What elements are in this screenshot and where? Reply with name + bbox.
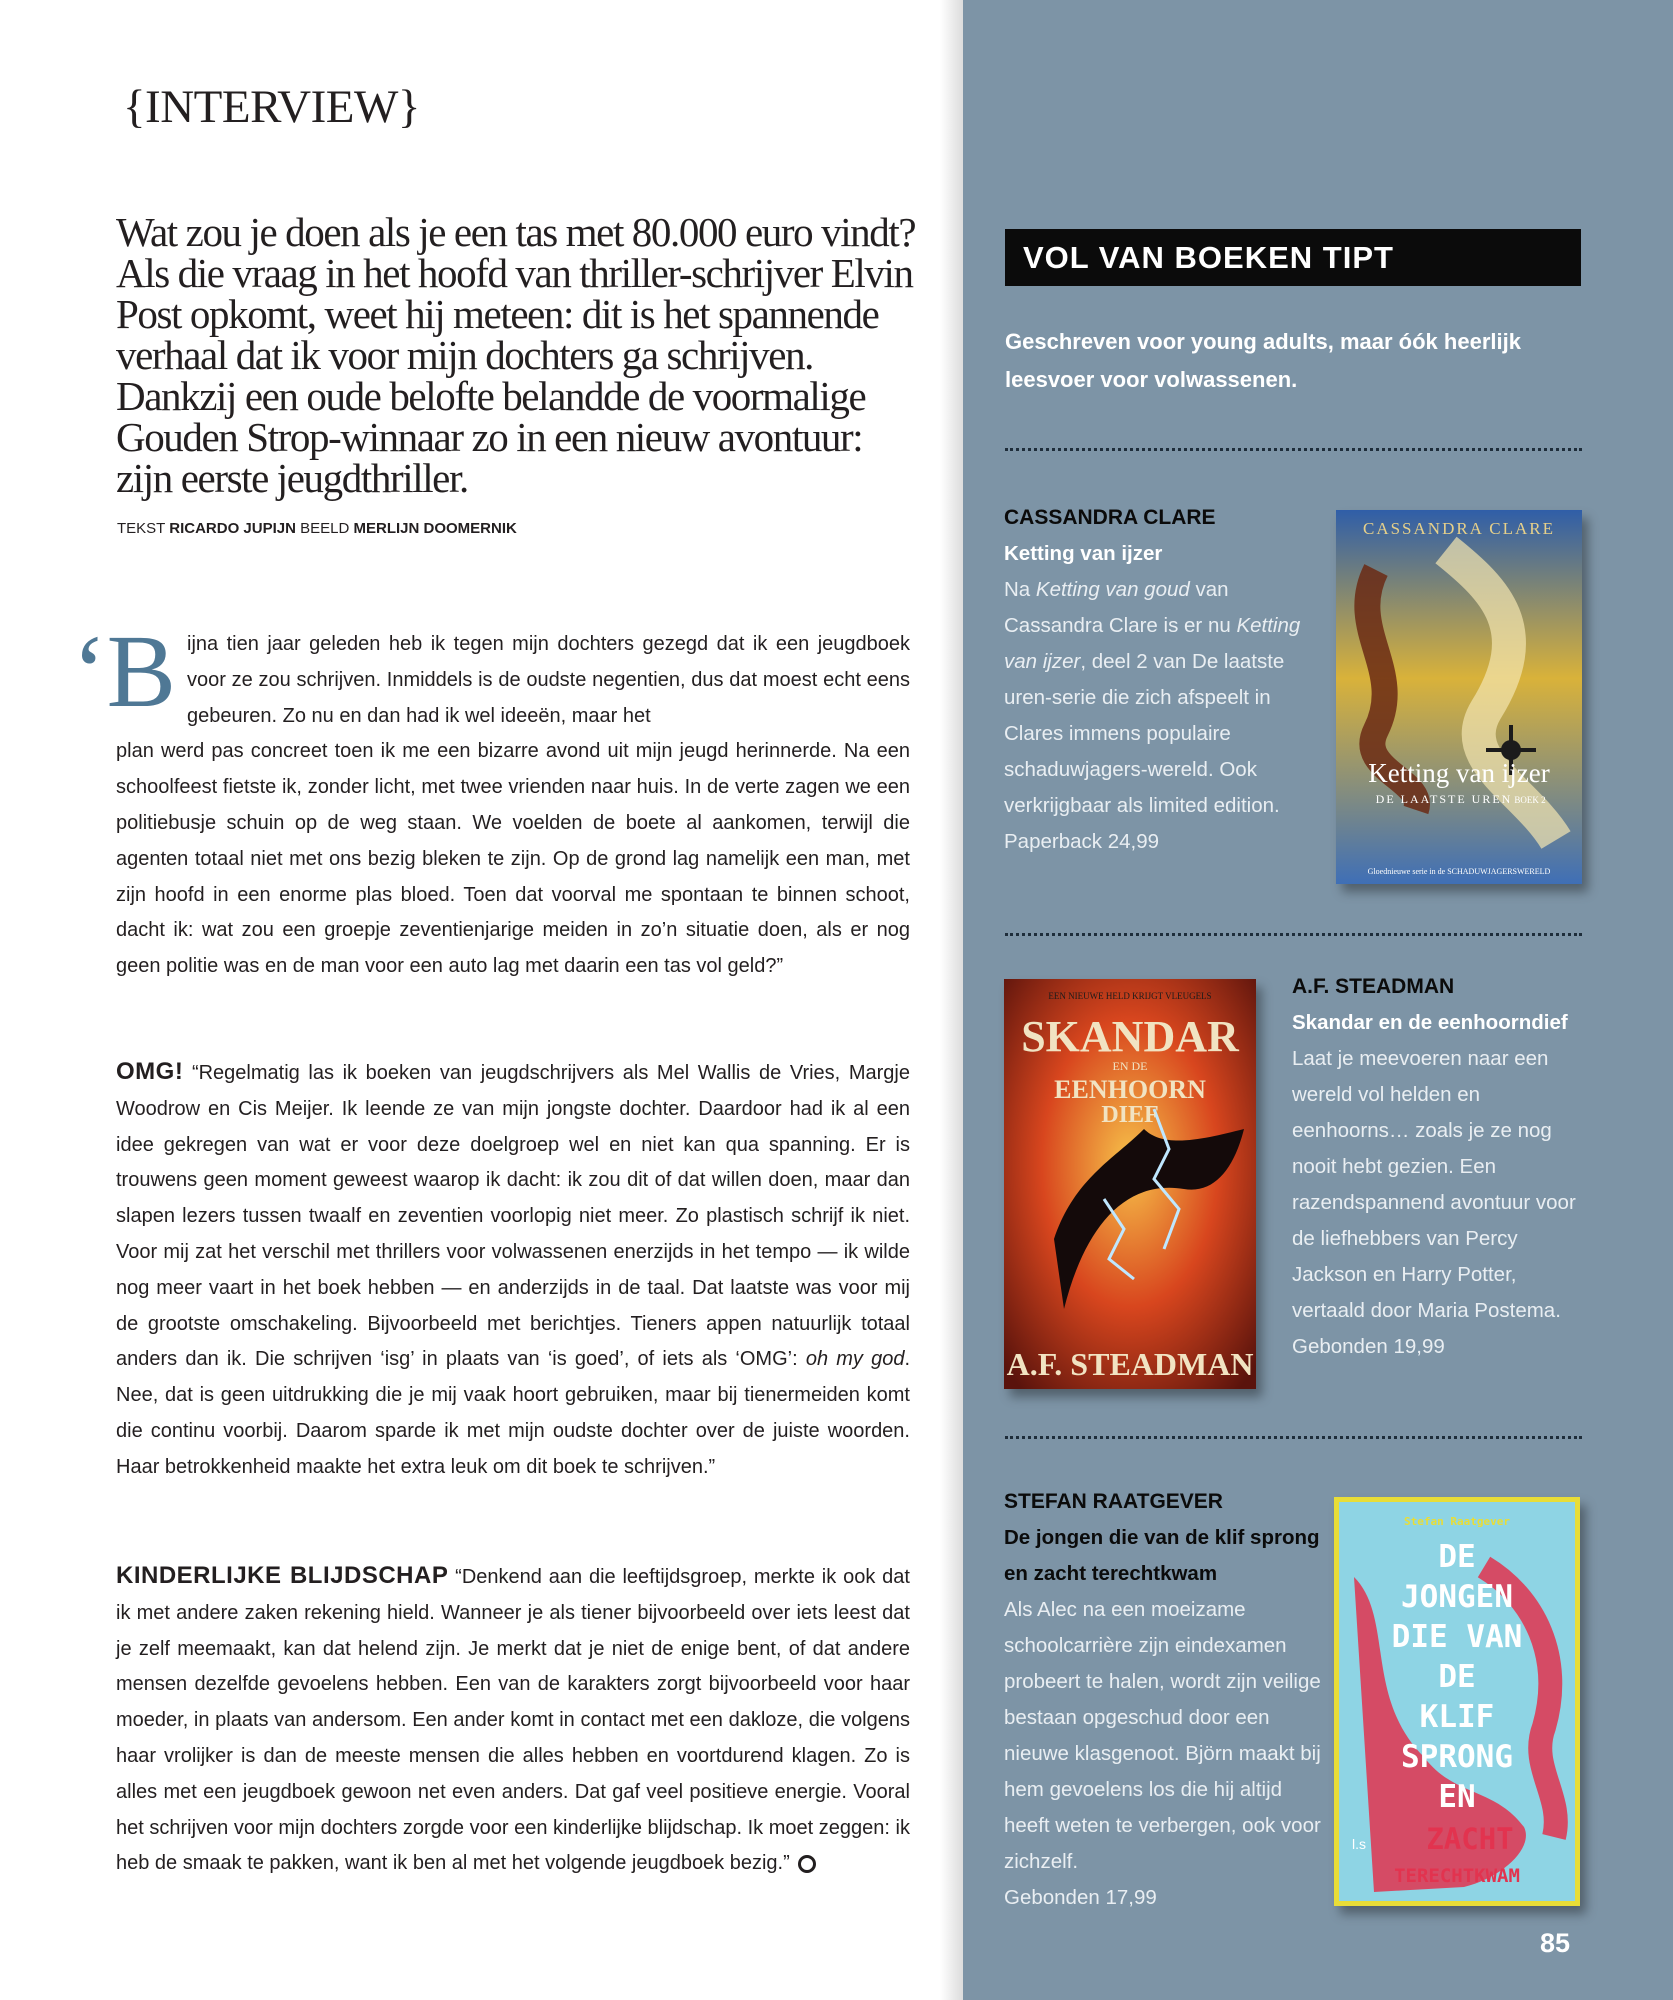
- cover-line-2: JONGEN: [1401, 1579, 1513, 1615]
- book-description: Als Alec na een moeizame schoolcarrière zijn eindexamen probeert te halen, wordt zijn veilige bestaan opgeschud door een nieuwe klasgenoot. Björn maakt bij hem gevoelens los die hij altijd heeft weten te verbergen, ook voor zichzelf.: [1004, 1598, 1321, 1873]
- cover-book-number: BOEK 2: [1514, 795, 1546, 805]
- credits-image-name: MERLIJN DOOMERNIK: [353, 520, 517, 537]
- subhead-omg: OMG!: [116, 1058, 184, 1085]
- credits-line: [117, 520, 517, 537]
- cover-title: Ketting van ijzer: [1368, 758, 1550, 788]
- book-description: Laat je meevoeren naar een wereld vol helden en eenhoorns… zoals je ze nog nooit hebt gezien. Een razendspannend avontuur voor de liefhebbers van Percy Jackson en Harry Potter, vertaald door Maria Postema. Gebonden 19,99: [1292, 1047, 1576, 1358]
- cover-title-skandar: SKANDAR: [1021, 1012, 1239, 1061]
- book-title: Skandar en de eenhoorndief: [1292, 1011, 1568, 1034]
- book-entry-steadman: [1292, 969, 1592, 1365]
- cover-author: CASSANDRA CLARE: [1362, 519, 1556, 538]
- credits-text-label: TEKST: [117, 520, 166, 537]
- cover-author: A.F. STEADMAN: [1006, 1346, 1254, 1382]
- end-mark-icon: [798, 1855, 816, 1873]
- book-entry-raatgever: [1004, 1484, 1326, 1916]
- cover-title-eenhoorn: EENHOORN: [1054, 1075, 1206, 1104]
- book-title: De jongen die van de klif sprong en zacht terechtkwam: [1004, 1526, 1320, 1585]
- book-cover-de-jongen: [1334, 1497, 1580, 1906]
- cover-line-8: ZACHT: [1426, 1822, 1514, 1856]
- paragraph-2-text-b: . Nee, dat is geen uitdrukking die je mij vaak hoort gebruiken, maar bij tienermeiden komt die continu voorbij. Daarom sparde ik met mijn oudste dochter over de juiste woorden. Haar betrokkenheid maakte het extra leuk om dit boek te schrijven.”: [116, 1348, 910, 1478]
- sidebar-subtitle: Geschreven voor young adults, maar óók heerlijk leesvoer voor volwassenen.: [1005, 329, 1521, 392]
- desc-italic-title: Ketting van ijzer: [1004, 614, 1301, 673]
- cover-publisher: l.s: [1352, 1836, 1366, 1852]
- desc-part: van Cassandra Clare is er nu: [1004, 578, 1237, 637]
- cover-tagline: Gloednieuwe serie in de SCHADUWJAGERSWERELD: [1367, 867, 1551, 876]
- cover-title-dief: DIEF: [1101, 1102, 1159, 1128]
- desc-italic-title: Ketting van goud: [1035, 578, 1190, 601]
- cover-line-6: SPRONG: [1401, 1739, 1513, 1775]
- cover-series: DE LAATSTE UREN: [1375, 792, 1513, 806]
- book-author: A.F. STEADMAN: [1292, 975, 1455, 998]
- page-number: 85: [1540, 1928, 1571, 1958]
- credits-image-label: BEELD: [300, 520, 350, 537]
- section-tag: {INTERVIEW}: [123, 81, 420, 133]
- dotted-divider: [1005, 933, 1582, 936]
- cover-line-5: KLIF: [1419, 1699, 1495, 1735]
- book-cover-ketting-van-ijzer: [1336, 510, 1582, 884]
- dotted-divider: [1005, 1436, 1582, 1439]
- paragraph-2-text-a: “Regelmatig las ik boeken van jeugdschrijvers als Mel Wallis de Vries, Margje Woodrow en Cis Meijer. Ik leende ze van mijn jongste dochter. Daardoor had ik al een idee gekregen van wat er voor deze doelgroep wel en niet kan qua spanning. Er is trouwens geen moment geweest waarop ik dacht: ik zou dit of dat willen doen, maar dan slapen lezers tussen twaalf en zeventien voorlopig niet meer. Zo plastisch schrijf ik niet. Voor mij zat het verschil met thrillers voor volwassenen enerzijds in het tempo — ik wilde nog meer vaart in het boek hebben — en anderzijds in de taal. Dat laatste was voor mij de grootste omschakeling. Bijvoorbeeld met berichtjes. Tieners appen natuurlijk totaal anders dan ik. Die schrijven ‘isg’ in plaats van ‘is goed’, of iets als ‘OMG’:: [116, 1062, 910, 1371]
- book-price: Paperback 24,99: [1004, 830, 1160, 853]
- book-cover-skandar: [1004, 979, 1256, 1389]
- paragraph-2-italic: oh my god: [805, 1348, 905, 1371]
- cover-line-3: DIE VAN: [1391, 1619, 1523, 1655]
- cover-line-1: DE: [1438, 1539, 1476, 1575]
- article-paragraph-3: [116, 1558, 910, 1882]
- book-description: [1004, 572, 1314, 824]
- sidebar-title: VOL VAN BOEKEN TIPT: [1005, 229, 1581, 286]
- cover-title-en-de: EN DE: [1112, 1059, 1148, 1073]
- subhead-kinderlijke-blijdschap: KINDERLIJKE BLIJDSCHAP: [116, 1562, 449, 1589]
- intro-lead: Wat zou je doen als je een tas met 80.000 euro vindt? Als die vraag in het hoofd van thriller-schrijver Elvin Post opkomt, weet hij meteen: dit is het spannende verhaal dat ik voor mijn dochters ga schrijven. Dankzij een oude belofte belandde de voormalige Gouden Strop-winnaar zo in een nieuw avontuur: zijn eerste jeugdthriller.: [116, 209, 916, 501]
- dotted-divider: [1005, 448, 1582, 451]
- page-gutter: [940, 0, 963, 2000]
- cover-kicker: EEN NIEUWE HELD KRIJGT VLEUGELS: [1048, 991, 1212, 1001]
- paragraph-1-opening: ijna tien jaar geleden heb ik tegen mijn dochters gezegd dat ik een jeugdboek voor ze zou schrijven. Inmiddels is de oudste negentien, dus dat moest echt eens gebeuren. Zo nu en dan had ik wel ideeën, maar het: [187, 633, 910, 727]
- article-paragraph-1: [116, 627, 910, 985]
- desc-part: Na: [1004, 578, 1036, 601]
- article-paragraph-2: [116, 1054, 910, 1486]
- book-author: STEFAN RAATGEVER: [1004, 1490, 1223, 1513]
- paragraph-3-text: “Denkend aan die leeftijdsgroep, merkte ik ook dat ik met andere zaken rekening hield. Wanneer je als tiener bijvoorbeeld over iets leest dat je zelf meemaakt, kan dat helend zijn. Je merkt dat je niet de enige bent, of dat andere mensen dezelfde gevoelens hebben. Een van de karakters zorgt bijvoorbeeld voor haar moeder, in plaats van andersom. Een ander komt in contact met een dakloze, die volgens haar vrolijker is dan de meeste mensen die alles hebben en voortdurend klagen. Zo is alles met een jeugdboek gewoon net even anders. Dat gaf veel positieve energie. Vooral het schrijven voor mijn dochters zorgde voor een kinderlijke blijdschap. Ik moet zeggen: ik heb de smaak te pakken, want ik ben al met het volgende jeugdboek bezig.”: [116, 1566, 910, 1875]
- cover-line-9: TERECHTKWAM: [1394, 1865, 1520, 1887]
- book-title: Ketting van ijzer: [1004, 542, 1163, 565]
- desc-part: , deel 2 van De laatste uren-serie die zich afspeelt in Clares immens populaire schaduwjagers-wereld. Ook verkrijgbaar als limited edition.: [1004, 650, 1285, 817]
- book-entry-clare: [1004, 500, 1314, 860]
- cover-line-4: DE: [1438, 1659, 1476, 1695]
- cover-line-7: EN: [1438, 1779, 1476, 1815]
- cover-author: Stefan Raatgever: [1404, 1515, 1510, 1528]
- book-author: CASSANDRA CLARE: [1004, 506, 1216, 529]
- drop-cap: ‘B: [72, 614, 176, 729]
- book-price: Gebonden 17,99: [1004, 1886, 1157, 1909]
- paragraph-1-rest: plan werd pas concreet toen ik me een bizarre avond uit mijn jeugd herinnerde. Na een schoolfeest fietste ik, zonder licht, met twee vrienden naar huis. In de verte zagen we een politiebusje schuin op de weg staan. We voelden de boete al aankomen, terwijl die agenten totaal niet met ons bezig bleken te zijn. Op de grond lag namelijk een man, met zijn hoofd in een enorme plas bloed. Toen dat voorval me spontaan te binnen schoot, dacht ik: wat zou een groepje zeventienjarige meiden in zo’n situatie doen, als er nog geen politie was en de man voor een auto lag met daarin een tas vol geld?”: [116, 740, 910, 978]
- credits-text-name: RICARDO JUPIJN: [169, 520, 296, 537]
